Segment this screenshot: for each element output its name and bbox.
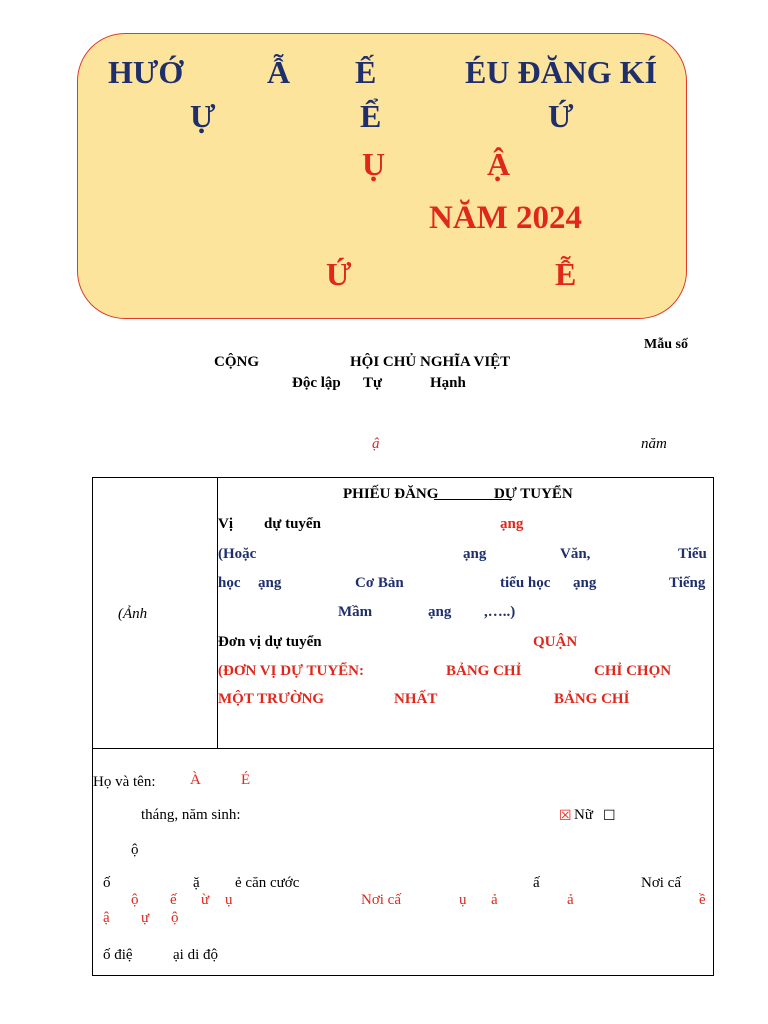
hint-l3-b: ạng	[428, 604, 452, 620]
banner-line2-a: Ự	[190, 98, 216, 134]
hint-l3-a: Mầm	[338, 604, 373, 620]
unit-note-l1-c: CHỈ CHỌN	[594, 663, 672, 679]
idcard-l2-f: ụ	[459, 892, 467, 908]
hint-l2-b: ạng	[258, 575, 282, 591]
fullname-label: Họ và tên:	[93, 774, 156, 790]
banner-line3-b: Ậ	[487, 146, 511, 182]
hint-l2-c: Cơ Bản	[355, 575, 404, 591]
hint-l3-c: ,…..)	[484, 604, 516, 620]
unit-note-l1-a: (ĐƠN VỊ DỰ TUYỂN:	[218, 663, 364, 679]
hint-l2-d: tiểu học	[500, 575, 551, 591]
idcard-l2-b: ế	[170, 892, 177, 908]
banner-line2-c: Ứ	[548, 98, 574, 134]
banner-line5-b: Ễ	[555, 256, 577, 292]
motto-c: Hạnh	[430, 375, 466, 391]
idcard-l2-h: ả	[567, 892, 574, 908]
hint-l2-f: Tiếng	[669, 575, 706, 591]
gender-female-checkbox[interactable]: ☐	[603, 809, 616, 824]
unit-note-l2-b: NHẤT	[394, 691, 438, 707]
hint-l2-e: ạng	[573, 575, 597, 591]
republic-b: HỘI CHỦ NGHĨA VIỆT	[350, 354, 511, 370]
gender-female-label: Nữ	[574, 807, 593, 823]
idcard-l2-i: ề	[699, 892, 706, 908]
idcard-l1-c: ẻ căn cước	[235, 875, 300, 891]
hint-l1-a: (Hoặc	[218, 546, 257, 562]
banner-line3-a: Ụ	[362, 146, 386, 182]
phone-label-a: ố điệ	[103, 947, 133, 963]
fullname-value-b: É	[241, 772, 251, 788]
hint-l1-b: ạng	[463, 546, 487, 562]
idcard-l3-b: ự	[141, 910, 150, 926]
registration-form	[92, 477, 714, 976]
hint-l2-a: học	[218, 575, 241, 591]
position-label-b: dự tuyển	[264, 516, 321, 532]
date-year: năm	[641, 436, 667, 452]
banner-line2-b: Ể	[360, 98, 382, 134]
idcard-l1-e: Nơi cấ	[641, 875, 681, 891]
hint-l1-c: Văn,	[560, 546, 591, 562]
banner-line1-b: Ẫ	[267, 54, 291, 90]
form-title-a: PHIẾU ĐĂNG	[343, 486, 439, 502]
idcard-l3-a: ậ	[103, 910, 110, 926]
banner-line1-c: Ế	[355, 54, 377, 90]
personal-info-cell	[93, 749, 714, 976]
unit-note-l2-c: BẢNG CHỈ	[554, 691, 630, 707]
idcard-l1-a: ố	[103, 875, 111, 891]
unit-note-l1-b: BẢNG CHỈ	[446, 663, 522, 679]
hint-l1-d: Tiểu	[678, 546, 707, 562]
position-value: ạng	[500, 516, 524, 532]
banner-line1-d: ÉU ĐĂNG KÍ	[465, 54, 658, 90]
motto-a: Độc lập	[292, 375, 341, 391]
unit-note-l2-a: MỘT TRƯỜNG	[218, 691, 324, 707]
idcard-l1-d: ấ	[533, 875, 540, 891]
date-place: ậ	[372, 436, 380, 452]
unit-value: QUẬN	[533, 634, 578, 650]
motto-b: Tự	[363, 375, 383, 391]
idcard-l2-a: ộ	[131, 892, 139, 908]
line-a: ộ	[131, 842, 139, 858]
idcard-l2-e: Nơi cấ	[361, 892, 401, 908]
idcard-l3-c: ộ	[171, 910, 179, 926]
main-info-cell	[218, 478, 714, 749]
idcard-l2-c: ừ	[201, 892, 210, 908]
idcard-l2-g: ả	[491, 892, 498, 908]
idcard-l1-b: ặ	[193, 875, 200, 891]
photo-cell	[93, 478, 218, 749]
banner-line1-a: HƯỚ	[108, 54, 184, 90]
phone-label-b: ại di độ	[173, 947, 218, 963]
photo-label: (Ảnh	[118, 606, 148, 622]
unit-label: Đơn vị dự tuyển	[218, 634, 322, 650]
banner-year: NĂM 2024	[429, 200, 583, 236]
form-title-b: DỰ TUYỂN	[494, 486, 573, 502]
dob-label: tháng, năm sinh:	[141, 807, 241, 823]
position-label-a: Vị	[218, 516, 233, 532]
republic-a: CỘNG	[214, 354, 259, 370]
fullname-value-a: À	[190, 772, 201, 788]
gender-male-checkbox[interactable]: ☒	[559, 809, 572, 824]
banner-line5-a: Ứ	[326, 256, 352, 292]
idcard-l2-d: ụ	[225, 892, 233, 908]
form-number: Mẫu số	[644, 337, 688, 352]
